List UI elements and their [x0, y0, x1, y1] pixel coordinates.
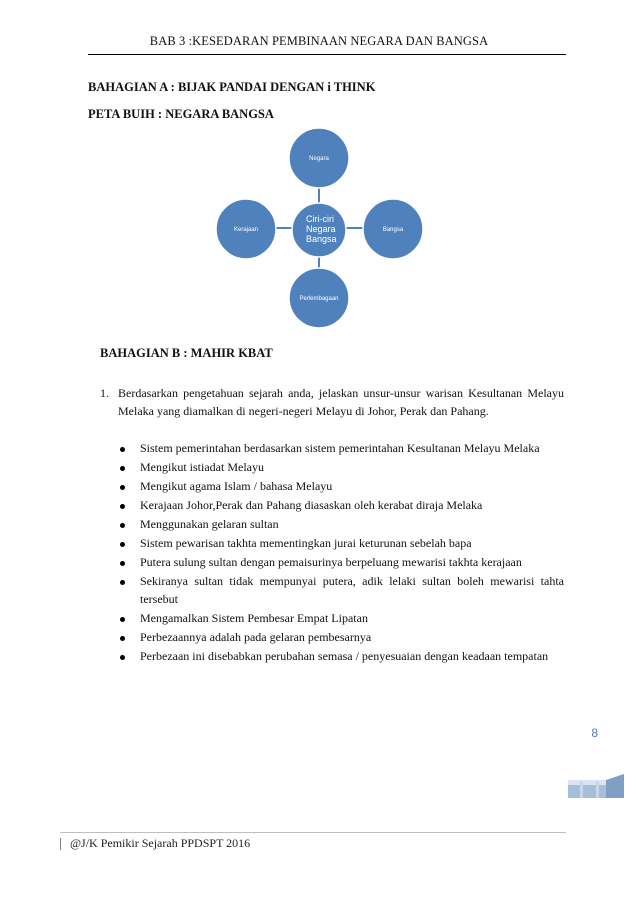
page-curl-decoration	[566, 772, 628, 800]
bullet-icon	[120, 504, 125, 509]
list-item: Perbezaannya adalah pada gelaran pembesarnya	[120, 629, 564, 647]
bullet-icon	[120, 655, 125, 660]
list-item: Kerajaan Johor,Perak dan Pahang diasaskan oleh kerabat diraja Melaka	[120, 497, 564, 515]
page-number: 8	[591, 726, 598, 740]
bullet-icon	[120, 447, 125, 452]
question-1	[100, 384, 564, 420]
bullet-icon	[120, 523, 125, 528]
bubble-bottom-label: Perlembagaan	[299, 296, 339, 302]
section-b-title: BAHAGIAN B : MAHIR KBAT	[100, 346, 273, 360]
list-item: Putera sulung sultan dengan pemaisurinya berpeluang mewarisi takhta kerajaan	[120, 554, 564, 572]
bubble-map	[0, 0, 638, 340]
bullet-icon	[120, 485, 125, 490]
list-item: Sistem pewarisan takhta mementingkan jurai keturunan sebelah bapa	[120, 535, 564, 553]
footer-bar	[60, 838, 61, 850]
bubble-left-label: Kerajaan	[233, 227, 259, 233]
bubble-center-line-2: Negara	[306, 224, 336, 234]
bullet-icon	[120, 542, 125, 547]
section-a-title: BAHAGIAN A : BIJAK PANDAI DENGAN i THINK	[88, 80, 376, 94]
bullet-icon	[120, 580, 125, 585]
bullet-icon	[120, 466, 125, 471]
bubble-right-label: Bangsa	[382, 227, 404, 233]
list-item: Perbezaan ini disebabkan perubahan semasa / penyesuaian dengan keadaan tempatan	[120, 648, 564, 666]
footer-text: @J/K Pemikir Sejarah PPDSPT 2016	[70, 836, 251, 850]
bullet-icon	[120, 617, 125, 622]
list-item: Sekiranya sultan tidak mempunyai putera, adik lelaki sultan boleh mewarisi tahta tersebut	[120, 573, 564, 608]
list-item: Mengikut agama Islam / bahasa Melayu	[120, 478, 564, 496]
bubble-top-label: Negara	[309, 156, 329, 162]
footer-divider	[60, 832, 566, 833]
bullet-icon	[120, 561, 125, 566]
bubble-map-title: PETA BUIH : NEGARA BANGSA	[88, 107, 274, 121]
list-item: Mengikut istiadat Melayu	[120, 459, 564, 477]
answer-list	[120, 440, 564, 667]
bubble-center-line-3: Bangsa	[306, 234, 337, 244]
bullet-icon	[120, 636, 125, 641]
list-item: Sistem pemerintahan berdasarkan sistem pemerintahan Kesultanan Melayu Melaka	[120, 440, 564, 458]
question-number: 1.	[100, 386, 109, 400]
question-text: Berdasarkan pengetahuan sejarah anda, jelaskan unsur-unsur warisan Kesultanan Melayu Melaka yang diamalkan di negeri-negeri Melayu di Johor, Perak dan Pahang.	[118, 386, 564, 418]
page-header-title: BAB 3 :KESEDARAN PEMBINAAN NEGARA DAN BANGSA	[149, 34, 489, 48]
bubble-center-line-1: Ciri-ciri	[306, 214, 334, 224]
list-item: Mengamalkan Sistem Pembesar Empat Lipatan	[120, 610, 564, 628]
list-item: Menggunakan gelaran sultan	[120, 516, 564, 534]
